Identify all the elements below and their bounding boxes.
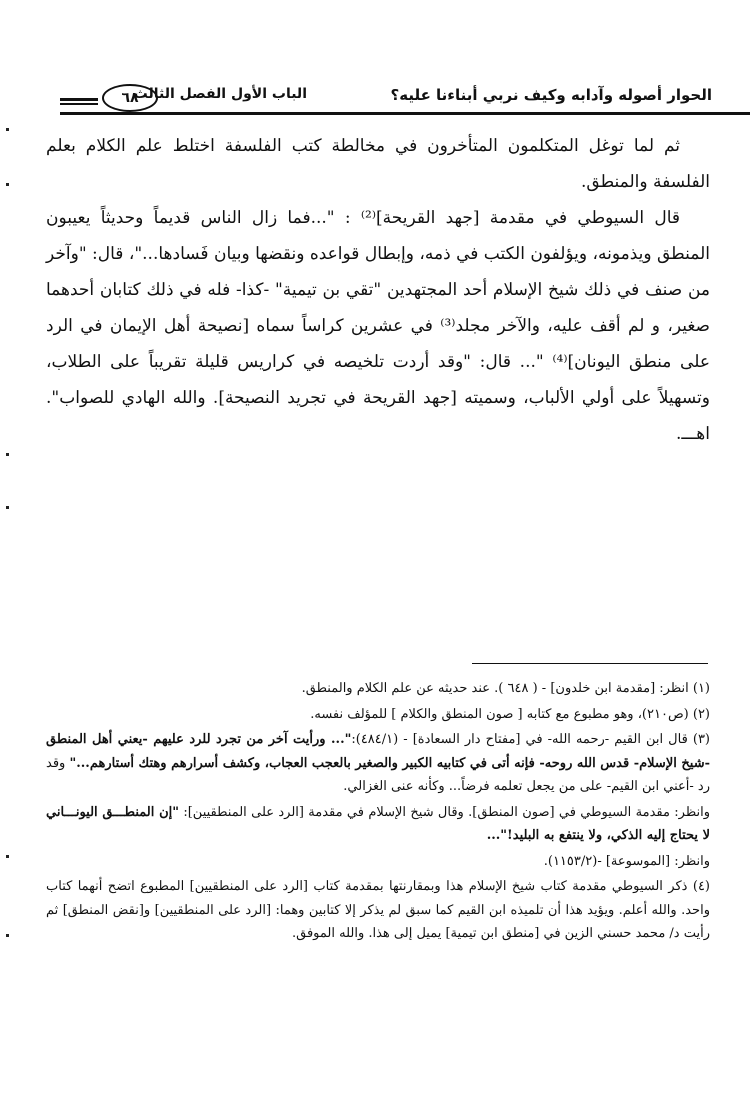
footnote-3-note: وقد رد -أعني ابن القيم- على من يجعل تعلمه فرضاً... وكأنه عنى الغزالي. bbox=[46, 755, 710, 794]
margin-mark bbox=[6, 506, 9, 509]
page-header bbox=[60, 82, 712, 116]
footnote-3-see-intro: وانظر: مقدمة السيوطي في [صون المنطق]. وقال شيخ الإسلام في مقدمة [الرد على المنطقيين]: bbox=[179, 804, 710, 820]
header-rule-left-1 bbox=[60, 98, 98, 101]
footnote-3-ref: وانظر: [الموسوعة] -(١١٥٣/٢). bbox=[543, 853, 710, 869]
footnote-1: (١) انظر: [مقدمة ابن خلدون] - ( ٦٤٨ ). عند حديثه عن علم الكلام والمنطق. bbox=[301, 681, 710, 696]
footnotes bbox=[46, 677, 710, 948]
page-number: ٦٨ bbox=[102, 84, 158, 112]
footnote-4: (٤) ذكر السيوطي مقدمة كتاب شيخ الإسلام هذا وبمقارنتها بمقدمة كتاب [الرد على المنطقيين] المطبوع اتضح أنهما كتاب واحد. والله أعلم. ويؤيد هذا أن تلميذه ابن القيم كما سبق لم يذكر إلا كتابين وهما: [الرد على المنطقيين] و[نقض المنطق] ثم رأيت د/ محمد حسني الزين في [منطق ابن تيمية] يميل إلى هذا. والله الموفق. bbox=[46, 879, 710, 941]
margin-mark bbox=[6, 855, 9, 858]
footnote-2: (٢) (ص٢١٠)، وهو مطبوع مع كتابه [ صون المنطق والكلام ] للمؤلف نفسه. bbox=[310, 706, 710, 722]
chapter-label: الباب الأول الفصل الثالث bbox=[133, 86, 307, 102]
footnote-separator bbox=[472, 663, 708, 664]
footnote-3-see-quote: "إن المنطـــق اليونـــاني لا يحتاج إليه الذكي، ولا ينتفع به البليد!"... bbox=[46, 804, 710, 843]
margin-mark bbox=[6, 934, 9, 937]
header-rule-left-2 bbox=[60, 103, 98, 105]
body-paragraph-2: قال السيوطي في مقدمة [جهد القريحة]⁽²⁾ : "...فما زال الناس قديماً وحديثاً يعيبون المنطق ويذمونه، ويؤلفون الكتب في ذمه، وإبطال قواعده ونقضها وبيان فَسادها..."، قال: "وآخر من صنف في ذلك شيخ الإسلام أحد المجتهدين "تقي بن تيمية" -كذا- فله في ذلك كتابان أحدهما صغير، و لم أقف عليه، والآخر مجلد⁽³⁾ في عشرين كراساً سماه [نصيحة أهل الإيمان في الرد على منطق اليونان]⁽⁴⁾ "... قال: "وقد أردت تلخيصه في كراريس قليلة تقريباً على الطلاب، وتسهيلاً على أولي الألباب، وسميته [جهد القريحة في تجريد النصيحة]. والله الهادي للصواب". اهـــ. bbox=[46, 208, 710, 444]
body-paragraph-1: ثم لما توغل المتكلمون المتأخرون في مخالطة كتب الفلسفة اختلط علم الكلام بعلم الفلسفة والمنطق. bbox=[46, 136, 710, 192]
margin-mark bbox=[6, 183, 9, 186]
margin-mark bbox=[6, 453, 9, 456]
body-text bbox=[46, 128, 710, 452]
footnote-3 bbox=[46, 728, 710, 799]
footnote-3-intro: (٣) قال ابن القيم -رحمه الله- في [مفتاح دار السعادة] - (٤٨٤/١): bbox=[351, 732, 710, 747]
footnote-3-see bbox=[46, 801, 710, 848]
footnote-3-quote: "... ورأيت آخر من تجرد للرد عليهم -يعني أهل المنطق -شيخ الإسلام- قدس الله روحه- فإنه أتى في كتابيه الكبير والصغير بالعجب العجاب، وكشف أسرارهم وهتك أستارهم..." bbox=[46, 732, 710, 771]
book-title: الحوار أصوله وآدابه وكيف نربي أبناءنا عليه؟ bbox=[390, 86, 712, 104]
header-rule bbox=[60, 112, 750, 115]
margin-mark bbox=[6, 128, 9, 131]
